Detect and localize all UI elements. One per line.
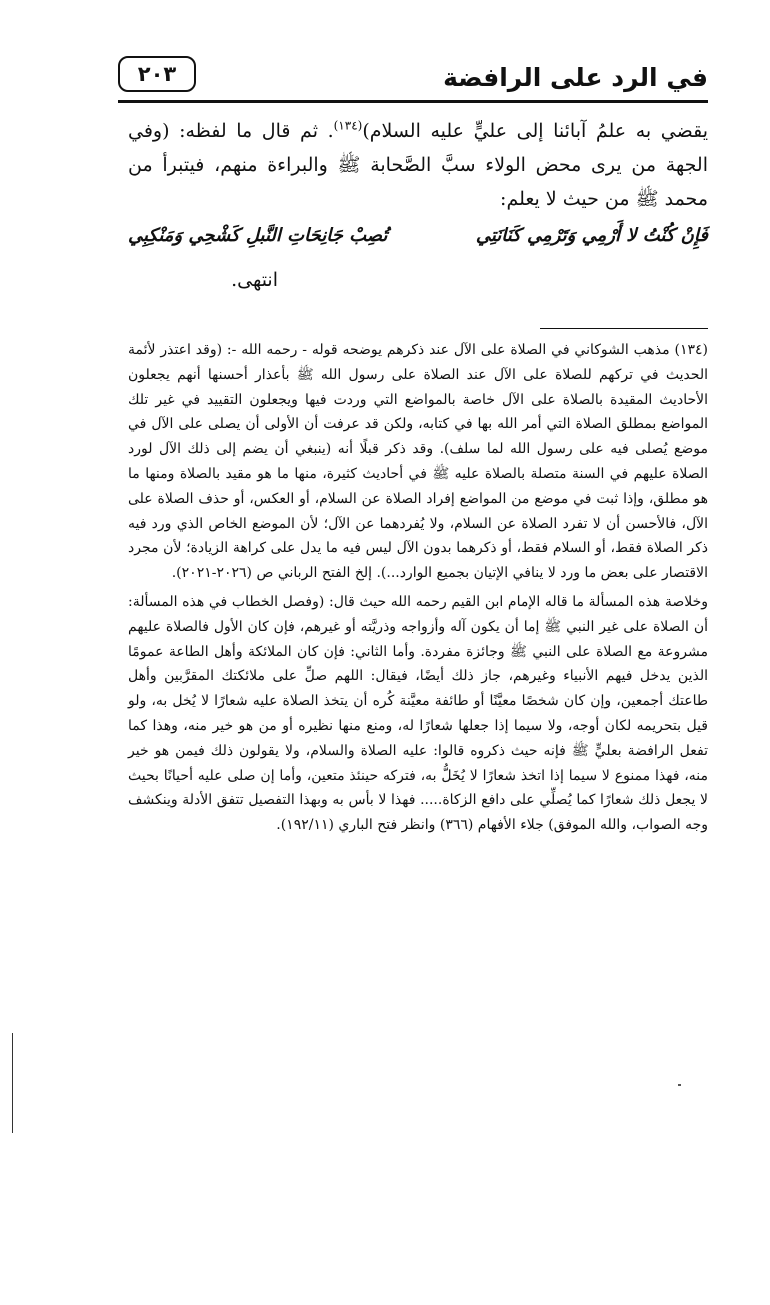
poetry-verse <box>128 218 708 254</box>
page-number: ٢٠٣ <box>118 56 196 92</box>
closing-word: انتهى. <box>231 269 278 291</box>
running-title: في الرد على الرافضة <box>443 63 708 92</box>
footnote-continuation: وخلاصة هذه المسألة ما قاله الإمام ابن القيم رحمه الله حيث قال: (وفصل الخطاب في هذه المسألة: أن الصلاة على غير النبي ﷺ إما أن يكون آله وأزواجه وذريَّته أو غيرهم، فإن كان الأول فالصلاة عليهم مشروعة مع الصلاة على النبي ﷺ وجائزة مفردة. وأما الثاني: فإن كان الملائكة وأهل الطاعة عمومًا الذين يدخل فيهم الأنبياء وغيرهم، جاز ذلك أيضًا، فيقال: اللهم صلِّ على ملائكتك المقرَّبين وأهل طاعتك أجمعين، وإن كان شخصًا معيَّنًا أو طائفة معيَّنة كُره أن يتخذ الصلاة عليه شعارًا لا يُخل به، ولو قيل بتحريمه لكان أوجه، ولا سيما إذا جعلها شعارًا له، ومنع منها نظيره أو من هو خير منه، وهذا كما تفعل الرافضة بعليٍّ ﷺ فإنه حيث ذكروه قالوا: عليه الصلاة والسلام، ولا يقولون ذلك فيمن هو خير منه، فهذا ممنوع لا سيما إذا اتخذ شعارًا لا يُخَلُّ به، فتركه حينئذ متعين، وأما إن صلى عليه أحيانًا بحيث لا يجعل ذلك شعارًا كما يُصلِّي على دافع الزكاة..... فهذا لا بأس به وبهذا التفصيل تتفق الأدلة وينكشف وجه الصواب، والله الموفق) جلاء الأفهام (٣٦٦) وانظر فتح الباري (١٩٢/١١). <box>128 593 708 834</box>
page-header <box>118 52 708 108</box>
footnote-134: (١٣٤) مذهب الشوكاني في الصلاة على الآل عند ذكرهم يوضحه قوله - رحمه الله -: (وقد اعتذر لأئمة الحديث في تركهم للصلاة على الآل عند الصلاة على رسول الله ﷺ بأعذار أحسنها أنهم يجعلون الأحاديث المقيدة بالصلاة على الآل خاصة بالمواضع التي وردت فيها ويجعلون التقييد في غير تلك المواضع بمطلق الصلاة التي أمر الله بها في كتابه، ولكن قد عرفت أن الأولى أن يصلى على الآل في موضع يُصلى فيه على رسول الله لما سلف). وقد ذكر قبلًا أنه (ينبغي أن يضم إلى ذلك الآل لورد الصلاة عليهم في السنة متصلة بالصلاة عليه ﷺ في أحاديث كثيرة، منها ما هو مقيد بالصلاة ومنها ما هو مطلق، وإذا ثبت في موضع من المواضع إفراد الصلاة عن السلام، أو العكس، أو حذف الصلاة على الآل، فالأحسن أن لا تفرد الصلاة عن السلام، ولا يُفردهما عن الآل؛ لأن الموضع الخاص الذي ورد فيه ذكر الصلاة فقط، أو السلام فقط، أو ذكرهما بدون الآل ليس فيه ما يدل على كراهة الزيادة؛ لأن مجرد الاقتصار على بعض ما ورد لا ينافي الإتيان بجميع الوارد...). إلخ الفتح الرباني ص (٢٠٢٦-٢٠٢١). <box>128 342 708 582</box>
verse-first-hemistich: فَإِنْ كُنْتُ لا أَرْمِي وَتَرْمِي كَنَانَتِي <box>475 225 708 246</box>
paragraph-start: يقضي به علمُ آبائنا إلى عليٍّ عليه السلام) <box>362 120 708 142</box>
scan-margin-line <box>12 1033 13 1133</box>
footnote-reference: (١٣٤) <box>333 118 363 133</box>
scan-artifact <box>678 1084 681 1086</box>
verse-second-hemistich: تُصِبْ جَانِحَاتِ النَّبلِ كَشْحِي وَمَنْكِبِي <box>128 225 388 246</box>
footnotes <box>128 338 708 838</box>
paragraph-continuation: . ثم قال ما لفظه: (وفي الجهة من يرى محض الولاء سبَّ الصَّحابة ﷺ والبراءة منهم، فيتبرأ من محمد ﷺ من حيث لا يعلم: <box>128 120 708 210</box>
header-rule <box>118 100 708 103</box>
main-text <box>128 114 708 216</box>
main-paragraph <box>128 114 708 216</box>
footnote-separator <box>540 328 708 329</box>
